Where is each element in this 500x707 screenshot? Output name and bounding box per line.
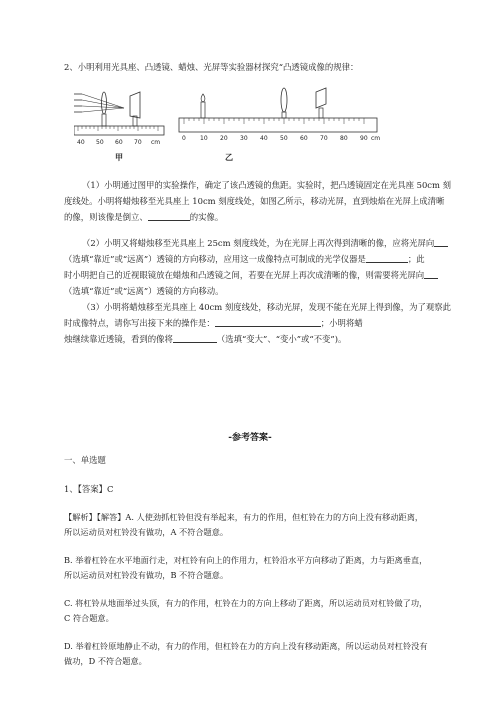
answer-blank-5[interactable]: [215, 318, 321, 327]
analysis-line-1: 【解析】【解答】A. 人使劲抓杠铃但没有举起来，有力的作用，但杠铃在力的方向上没有移动距离，: [64, 512, 424, 522]
experiment-figures: [74, 86, 384, 166]
answer-blank-4[interactable]: [424, 270, 438, 279]
analysis-line-7: D. 举着杠铃原地静止不动，有力的作用，但杠铃在力的方向上没有移动距离，所以运动员对杠铃没有: [64, 641, 428, 651]
jia-tick-50: 50: [96, 139, 104, 146]
p2-line2-text: （选填“靠近”或“远离”）透镜的方向移动，应用这一成像特点可制成的光学仪器是: [64, 254, 366, 264]
analysis-line-2: 所以运动员对杠铃没有做功，A 不符合题意。: [64, 527, 229, 537]
analysis-line-6: C 符合题意。: [64, 613, 114, 623]
jia-tick-60: 60: [115, 139, 123, 146]
p1-line1: （1）小明通过图甲的实验操作，确定了该凸透镜的焦距。实验时，把凸透镜固定在光具座 50cm 刻: [82, 180, 451, 190]
p3-line2-end: ；小明将蜡: [320, 318, 363, 328]
answers-heading: -参考答案-: [228, 433, 272, 443]
p3-line1: （3）小明将蜡烛移至光具座上 40cm 刻度线处，移动光屏，发现不能在光屏上得到像，为了观察此: [82, 302, 451, 312]
yi-tick-50: 50: [280, 135, 288, 142]
analysis-line-8: 做功，D 不符合题意。: [64, 656, 147, 666]
yi-tick-40: 40: [260, 135, 268, 142]
p2-line1: [82, 238, 448, 249]
p3-line3: [64, 334, 346, 345]
answer-blank-6[interactable]: [173, 334, 217, 343]
figure-yi: [179, 88, 380, 162]
p3-line3-end: （选填“变大”、“变小”或“不变”)。: [216, 334, 347, 344]
p2-line3-text: 时小明把自己的近视眼镜放在蜡烛和凸透镜之间，若要在光屏上再次成清晰的像，则需要将光屏向: [64, 270, 425, 280]
question-title: 2、小明利用光具座、凸透镜、蜡烛、光屏等实验器材探究“凸透镜成像的规律：: [64, 62, 359, 72]
yi-tick-90: 90: [360, 135, 368, 142]
p1-line3-start: 的像，则该像是倒立、: [64, 212, 148, 222]
p3-line2-text: 时成像特点，请你写出接下来的操作是：: [64, 318, 215, 328]
figure-jia-label: 甲: [115, 153, 123, 162]
yi-tick-70: 70: [320, 135, 328, 142]
section-heading: 一、单选题: [64, 455, 106, 465]
yi-tick-10: 10: [200, 135, 208, 142]
analysis-line-3: B. 举着杠铃在水平地面行走，对杠铃有向上的作用力，杠铃沿水平方向移动了距离，力与距离垂直，: [64, 555, 428, 565]
yi-tick-unit: cm: [371, 135, 381, 142]
jia-tick-unit: cm: [151, 139, 161, 146]
yi-tick-0: 0: [182, 135, 186, 142]
figure-yi-label: 乙: [225, 153, 233, 162]
p1-line2: 度线处。小明将蜡烛移至光具座上 10cm 刻度线处，如图乙所示，移动光屏，直到烛焰在光屏上成清晰: [64, 196, 445, 206]
p1-line3: [64, 212, 223, 223]
analysis-line-5: C. 将杠铃从地面举过头顶，有力的作用，杠铃在力的方向上移动了距离，所以运动员对杠铃做了功，: [64, 598, 428, 608]
yi-tick-80: 80: [340, 135, 348, 142]
p3-line3-text: 烛继续靠近透镜，看到的像将: [64, 334, 173, 344]
p3-line2: [64, 318, 363, 329]
p2-line3: [64, 270, 438, 281]
answer-blank-3[interactable]: [366, 254, 408, 263]
answer-blank-1[interactable]: [148, 212, 190, 221]
p2-line2-end: ；此: [407, 254, 425, 264]
p2-line1-text: （2）小明又将蜡烛移至光具座上 25cm 刻度线处，为在光屏上再次得到清晰的像，应将光屏向: [82, 238, 435, 248]
answer-blank-2[interactable]: [434, 238, 448, 247]
yi-tick-20: 20: [220, 135, 228, 142]
yi-tick-60: 60: [300, 135, 308, 142]
answer-q1: 1、【答案】C: [64, 484, 114, 494]
analysis-line-4: 所以运动员对杠铃没有做功，B 不符合题意。: [64, 570, 229, 580]
p2-line4: （选填“靠近”或“远离”）透镜的方向移动。: [64, 286, 224, 296]
p1-line3-end: 的实像。: [189, 212, 224, 222]
jia-tick-70: 70: [134, 139, 142, 146]
p2-line2: [64, 254, 425, 265]
figure-jia: [74, 92, 164, 162]
yi-tick-30: 30: [240, 135, 248, 142]
jia-tick-40: 40: [77, 139, 85, 146]
